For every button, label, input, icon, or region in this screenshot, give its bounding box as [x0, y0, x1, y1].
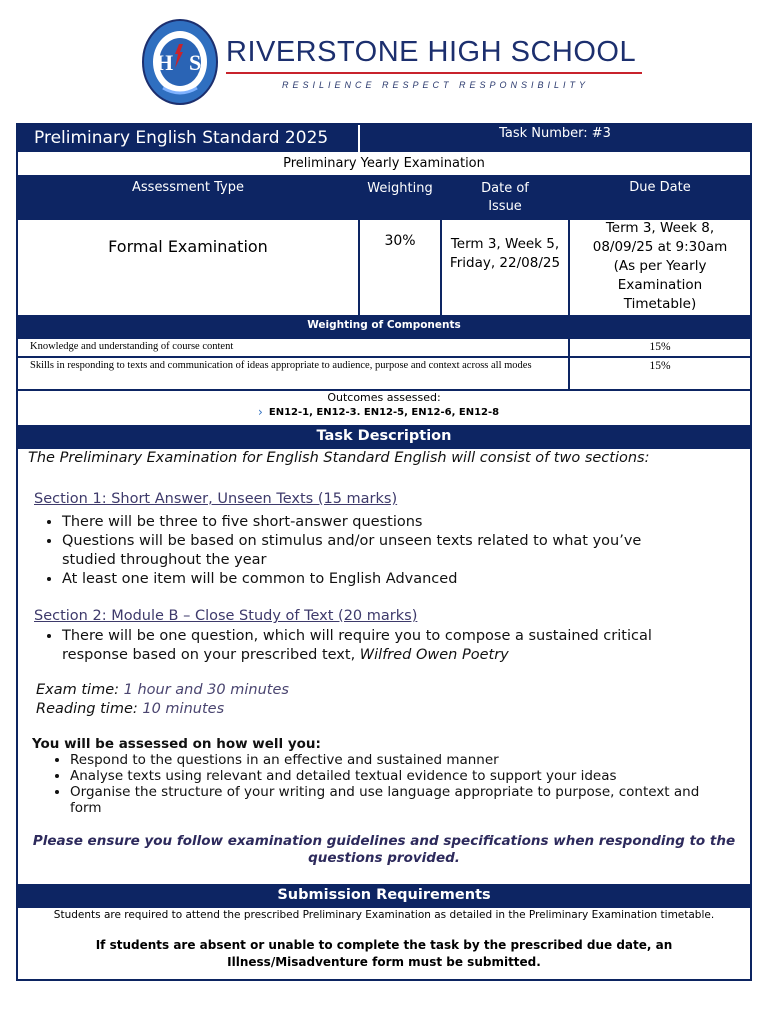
- assessed-item-1: • Respond to the questions in an effective and sustained manner: [70, 752, 734, 768]
- reading-time-value: 10 minutes: [142, 701, 225, 717]
- task-number: Task Number: #3: [499, 126, 611, 141]
- col-assessment-type: Assessment Type: [132, 180, 244, 195]
- assessed-item-2: • Analyse texts using relevant and detailed textual evidence to support your ideas: [70, 768, 734, 784]
- svg-text:H: H: [156, 50, 174, 75]
- outcomes-label: Outcomes assessed:: [327, 391, 441, 404]
- school-crest-icon: [141, 18, 219, 106]
- assessed-list: [42, 752, 734, 816]
- due-date-value: Term 3, Week 8, 08/09/25 at 9:30am (As per Yearly Examination Timetable): [592, 220, 728, 312]
- submission-text: Students are required to attend the prescribed Preliminary Examination as detailed in the Preliminary Examination timetable.: [53, 909, 715, 921]
- exam-name: Preliminary Yearly Examination: [283, 156, 485, 171]
- submission-bold-text: If students are absent or unable to complete the task by the prescribed due date, an Illness/Misadventure form must be submitted.: [95, 938, 673, 969]
- section1-title: Section 1: Short Answer, Unseen Texts (15 marks): [34, 491, 398, 507]
- section1-list: [34, 513, 734, 589]
- assessed-heading: You will be assessed on how well you:: [32, 736, 321, 752]
- school-motto: RESILIENCE RESPECT RESPONSIBILITY: [282, 80, 590, 90]
- assessed-item-3: • Organise the structure of your writing and use language appropriate to purpose, context and form: [70, 784, 734, 816]
- section2-item-text: There will be one question, which will require you to compose a sustained critical response based on your prescribed text,: [62, 628, 652, 663]
- school-header: [0, 0, 768, 120]
- date-of-issue-value: Term 3, Week 5, Friday, 22/08/25: [449, 236, 561, 271]
- section1-item-2: • Questions will be based on stimulus and/or unseen texts related to what you’ve studied throughout the year: [62, 532, 734, 570]
- section1-item-3: • At least one item will be common to English Advanced: [62, 570, 734, 589]
- outcomes-bullet-icon: ›: [258, 405, 263, 419]
- component-label-2: Skills in responding to texts and communication of ideas appropriate to audience, purpose and context across all modes: [30, 360, 532, 371]
- component-label-1: Knowledge and understanding of course content: [30, 341, 234, 352]
- guideline-note: Please ensure you follow examination guidelines and specifications when responding to the questions provided.: [32, 833, 736, 866]
- outcomes-list: EN12-1, EN12-3. EN12-5, EN12-6, EN12-8: [268, 407, 500, 418]
- school-name: RIVERSTONE HIGH SCHOOL: [226, 36, 637, 68]
- exam-time-label: Exam time:: [36, 682, 124, 698]
- col-weighting: Weighting: [367, 181, 433, 196]
- component-col-divider: [568, 339, 570, 389]
- prescribed-text: Wilfred Owen Poetry: [359, 647, 509, 663]
- task-description-title: Task Description: [316, 428, 452, 444]
- component-divider: [18, 356, 750, 358]
- reading-time-line: [36, 701, 734, 717]
- reading-time-label: Reading time:: [36, 701, 143, 717]
- col-date-of-issue: Date of Issue: [481, 181, 529, 214]
- col-due-date: Due Date: [629, 180, 691, 195]
- svg-text:S: S: [189, 50, 202, 75]
- weighting-value: 30%: [384, 233, 416, 249]
- exam-time-value: 1 hour and 30 minutes: [123, 682, 289, 698]
- assessment-type-value: Formal Examination: [108, 237, 268, 256]
- section2-title: Section 2: Module B – Close Study of Text (20 marks): [34, 608, 418, 624]
- header-rule: [226, 72, 642, 74]
- component-weight-1: 15%: [649, 341, 671, 353]
- submission-title: Submission Requirements: [277, 887, 491, 903]
- component-weight-2: 15%: [649, 360, 671, 372]
- section2-item-1: [62, 627, 734, 665]
- exam-time-line: [36, 682, 734, 698]
- assessment-notification: [16, 123, 752, 981]
- components-title: Weighting of Components: [307, 319, 461, 331]
- section2-list: [34, 627, 734, 665]
- section1-item-1: • There will be three to five short-answer questions: [62, 513, 734, 532]
- task-intro: The Preliminary Examination for English Standard English will consist of two sections:: [28, 450, 650, 466]
- course-title: Preliminary English Standard 2025: [34, 128, 329, 148]
